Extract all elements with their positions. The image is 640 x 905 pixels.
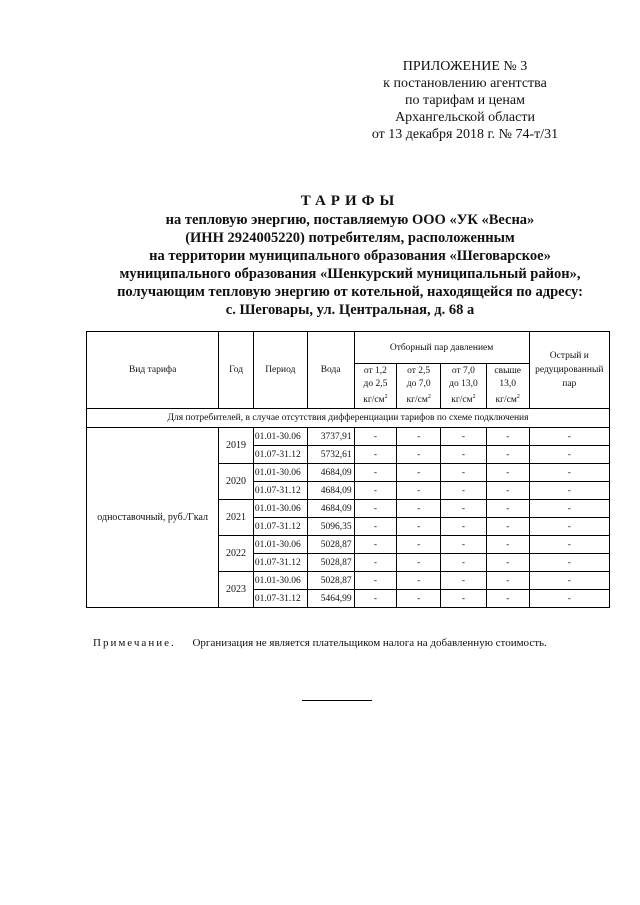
water-value-cell: 4684,09 (307, 464, 354, 482)
header-tariff-type: Вид тарифа (87, 332, 219, 409)
dash-cell: - (529, 446, 609, 464)
dash-cell: - (354, 446, 397, 464)
header-water: Вода (307, 332, 354, 409)
water-value-cell: 5464,99 (307, 590, 354, 608)
dash-cell: - (397, 590, 441, 608)
year-cell: 2023 (219, 572, 254, 608)
dash-cell: - (354, 500, 397, 518)
dash-cell: - (397, 572, 441, 590)
header-pressure-2: от 2,5 до 7,0 $кг/см^2$ (397, 364, 441, 409)
dash-cell: - (441, 536, 487, 554)
year-cell: 2020 (219, 464, 254, 500)
title-line: муниципального образования «Шенкурский муниципальный район», (119, 266, 581, 282)
title-line: на тепловую энергию, поставляемую ООО «УК «Весна» (165, 212, 535, 228)
dash-cell: - (441, 572, 487, 590)
water-value-cell: 4684,09 (307, 500, 354, 518)
dash-cell: - (486, 590, 529, 608)
dash-cell: - (486, 428, 529, 446)
dash-cell: - (441, 590, 487, 608)
dash-cell: - (441, 518, 487, 536)
dash-cell: - (354, 464, 397, 482)
appendix-block (330, 58, 600, 143)
period-cell: 01.01-30.06 (253, 500, 307, 518)
appendix-date: от 13 декабря 2018 г. № 74-т/31 (371, 127, 559, 142)
period-cell: 01.01-30.06 (253, 428, 307, 446)
dash-cell: - (441, 554, 487, 572)
dash-cell: - (441, 464, 487, 482)
dash-cell: - (397, 536, 441, 554)
dash-cell: - (529, 554, 609, 572)
dash-cell: - (486, 482, 529, 500)
dash-cell: - (354, 536, 397, 554)
dash-cell: - (529, 572, 609, 590)
title-line: (ИНН 2924005220) потребителям, расположенным (185, 230, 515, 246)
year-cell: 2022 (219, 536, 254, 572)
water-value-cell: 5028,87 (307, 554, 354, 572)
dash-cell: - (354, 482, 397, 500)
dash-cell: - (397, 482, 441, 500)
dash-cell: - (486, 554, 529, 572)
dash-cell: - (441, 500, 487, 518)
period-cell: 01.07-31.12 (253, 590, 307, 608)
document-title (90, 192, 610, 319)
appendix-line: Архангельской области (395, 110, 535, 125)
tariffs-table (86, 331, 610, 608)
header-pressure-4: свыше 13,0 $кг/см^2$ (486, 364, 529, 409)
header-period: Период (253, 332, 307, 409)
dash-cell: - (397, 500, 441, 518)
dash-cell: - (397, 446, 441, 464)
dash-cell: - (397, 518, 441, 536)
year-cell: 2019 (219, 428, 254, 464)
footnote-text: Организация не является плательщиком налога на добавленную стоимость. (192, 637, 547, 649)
dash-cell: - (354, 428, 397, 446)
water-value-cell: 3737,91 (307, 428, 354, 446)
title-line: на территории муниципального образования «Шеговарское» (149, 248, 551, 264)
dash-cell: - (529, 536, 609, 554)
divider (302, 700, 372, 701)
header-pressure-1: от 1,2 до 2,5 $кг/см^2$ (354, 364, 397, 409)
water-value-cell: 5732,61 (307, 446, 354, 464)
dash-cell: - (486, 464, 529, 482)
period-cell: 01.01-30.06 (253, 572, 307, 590)
dash-cell: - (397, 428, 441, 446)
header-sharp-steam: Острый и редуцированный пар (529, 332, 609, 409)
dash-cell: - (486, 518, 529, 536)
dash-cell: - (441, 428, 487, 446)
dash-cell: - (529, 518, 609, 536)
dash-cell: - (354, 590, 397, 608)
table-row (87, 428, 610, 446)
dash-cell: - (486, 500, 529, 518)
dash-cell: - (354, 518, 397, 536)
dash-cell: - (397, 554, 441, 572)
water-value-cell: 5096,35 (307, 518, 354, 536)
footnote (93, 637, 623, 649)
tariff-type-cell: одноставочный, руб./Гкал (87, 428, 219, 608)
footnote-label: Примечание. (93, 637, 176, 649)
appendix-line: по тарифам и ценам (405, 93, 525, 108)
dash-cell: - (354, 554, 397, 572)
dash-cell: - (486, 536, 529, 554)
dash-cell: - (397, 464, 441, 482)
dash-cell: - (529, 590, 609, 608)
dash-cell: - (486, 572, 529, 590)
dash-cell: - (529, 500, 609, 518)
water-value-cell: 5028,87 (307, 536, 354, 554)
header-pressure-3: от 7,0 до 13,0 $кг/см^2$ (441, 364, 487, 409)
appendix-number: ПРИЛОЖЕНИЕ № 3 (402, 59, 528, 74)
dash-cell: - (529, 428, 609, 446)
header-steam-group: Отборный пар давлением (354, 332, 529, 364)
period-cell: 01.07-31.12 (253, 482, 307, 500)
title-heading: ТАРИФЫ (300, 193, 400, 209)
condition-note: Для потребителей, в случае отсутствия дифференциации тарифов по схеме подключения (87, 409, 610, 428)
title-line: получающим тепловую энергию от котельной, находящейся по адресу: (117, 284, 583, 300)
header-year: Год (219, 332, 254, 409)
period-cell: 01.01-30.06 (253, 464, 307, 482)
dash-cell: - (486, 446, 529, 464)
period-cell: 01.07-31.12 (253, 446, 307, 464)
period-cell: 01.07-31.12 (253, 554, 307, 572)
dash-cell: - (354, 572, 397, 590)
water-value-cell: 4684,09 (307, 482, 354, 500)
dash-cell: - (441, 482, 487, 500)
period-cell: 01.01-30.06 (253, 536, 307, 554)
year-cell: 2021 (219, 500, 254, 536)
dash-cell: - (529, 482, 609, 500)
title-address: с. Шеговары, ул. Центральная, д. 68 а (225, 302, 475, 318)
dash-cell: - (529, 464, 609, 482)
period-cell: 01.07-31.12 (253, 518, 307, 536)
dash-cell: - (441, 446, 487, 464)
water-value-cell: 5028,87 (307, 572, 354, 590)
appendix-line: к постановлению агентства (383, 76, 547, 91)
